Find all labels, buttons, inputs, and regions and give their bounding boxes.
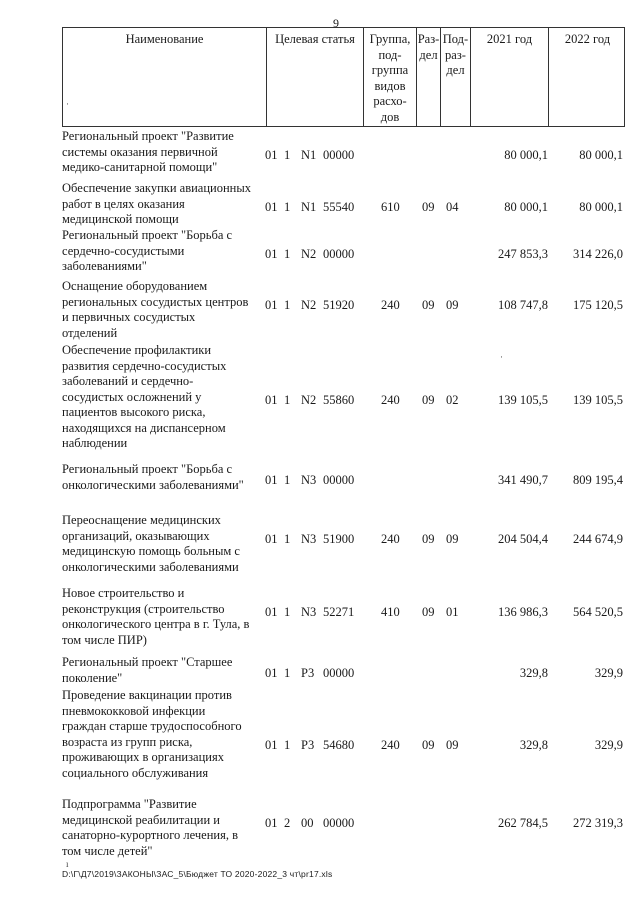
cell-y2022: 80 000,1 — [579, 199, 623, 214]
cell-y2021: 329,8 — [519, 665, 548, 680]
cell-y2021: 329,8 — [519, 737, 548, 752]
header-year-2022: 2022 год — [548, 28, 626, 126]
cell-c1: 01 — [265, 392, 278, 407]
row-name-line: том числе ПИР) — [62, 632, 147, 647]
cell-subsection: 09 — [446, 531, 459, 546]
row-name — [62, 129, 257, 176]
row-name-line: пневмококковой инфекции — [62, 703, 206, 718]
cell-c2: 1 — [284, 737, 291, 752]
row-name-line: медико-санитарной помощи" — [62, 160, 218, 174]
cell-y2022: 564 520,5 — [573, 604, 623, 619]
table-row — [62, 343, 625, 452]
header-group: Группа, под- группа видов расхо- дов — [363, 28, 416, 126]
cell-c3: N1 — [301, 199, 317, 214]
cell-c2: 2 — [284, 815, 291, 830]
cell-subsection: 04 — [446, 199, 459, 214]
cell-c2: 1 — [284, 147, 291, 162]
cell-c1: 01 — [265, 297, 278, 312]
cell-subsection: 01 — [446, 604, 459, 619]
cell-c3: N3 — [301, 604, 317, 619]
cell-y2022: 139 105,5 — [573, 392, 623, 407]
cell-c4: 00000 — [323, 246, 355, 261]
table-row — [62, 513, 625, 575]
cell-section: 09 — [422, 531, 435, 546]
cell-y2021: 80 000,1 — [504, 147, 548, 162]
header-target-article: Целевая статья — [266, 28, 363, 126]
cell-c4: 55540 — [323, 199, 355, 214]
cell-y2022: 809 195,4 — [573, 472, 623, 487]
cell-c4: 00000 — [323, 472, 355, 487]
cell-y2021: 80 000,1 — [504, 199, 548, 214]
page-number: 9 — [333, 16, 339, 30]
cell-c1: 01 — [265, 472, 278, 487]
row-name-line: пациентов высокого риска, — [62, 405, 206, 419]
cell-y2022: 244 674,9 — [573, 531, 623, 546]
cell-c4: 51920 — [323, 297, 355, 312]
cell-c2: 1 — [284, 246, 291, 261]
cell-c3: N3 — [301, 472, 317, 487]
cell-group: 410 — [381, 604, 400, 619]
cell-c3: 00 — [301, 815, 314, 830]
row-name — [62, 462, 257, 493]
cell-section: 09 — [422, 199, 435, 214]
row-name-line: реконструкция (строительство — [62, 601, 225, 616]
cell-group: 240 — [381, 297, 400, 312]
row-name-line: сердечно-сосудистыми — [62, 243, 185, 258]
cell-subsection: 09 — [446, 297, 459, 312]
row-name-line: медицинскую помощь больным с — [62, 544, 240, 558]
row-name-line: находящихся на диспансерном — [62, 420, 226, 435]
cell-c1: 01 — [265, 199, 278, 214]
cell-y2021: 108 747,8 — [498, 297, 548, 312]
row-name-line: медицинской помощи — [62, 212, 179, 226]
row-name — [62, 655, 257, 686]
header-section: Раз- дел — [416, 28, 440, 126]
cell-c2: 1 — [284, 199, 291, 214]
cell-group: 240 — [381, 737, 400, 752]
row-name-line: Региональный проект "Борьба с — [62, 462, 233, 476]
cell-subsection: 09 — [446, 737, 459, 752]
row-name-line: заболеваниями" — [62, 259, 147, 273]
cell-c1: 01 — [265, 147, 278, 162]
cell-c4: 55860 — [323, 392, 355, 407]
cell-c1: 01 — [265, 737, 278, 752]
row-name — [62, 586, 257, 648]
row-name-line: работ в целях оказания — [62, 196, 185, 211]
cell-c4: 52271 — [323, 604, 355, 619]
table-header — [62, 27, 625, 127]
row-name-line: Подпрограмма "Развитие — [62, 797, 197, 811]
row-name — [62, 228, 257, 275]
header-subsection: Под- раз- дел — [440, 28, 470, 126]
scan-mark: · — [500, 352, 503, 362]
row-name-line: системы оказания первичной — [62, 144, 218, 159]
row-name-line: онкологического центра в г. Тула, в — [62, 617, 250, 631]
cell-y2021: 136 986,3 — [498, 604, 548, 619]
cell-c4: 00000 — [323, 665, 355, 680]
header-name: Наименование — [125, 32, 204, 46]
row-name — [62, 513, 257, 575]
table-row — [62, 279, 625, 341]
table-row — [62, 181, 625, 228]
row-name-line: наблюдении — [62, 436, 128, 450]
table-row — [62, 228, 625, 275]
row-name-line: Региональный проект "Старшее — [62, 655, 233, 669]
scan-mark: ı — [66, 859, 69, 869]
table-row — [62, 129, 625, 176]
cell-c3: N2 — [301, 297, 317, 312]
table-row — [62, 462, 625, 493]
cell-section: 09 — [422, 392, 435, 407]
row-name-line: Обеспечение закупки авиационных — [62, 181, 251, 195]
cell-c2: 1 — [284, 472, 291, 487]
row-name-line: проживающих в организациях — [62, 750, 224, 764]
row-name — [62, 181, 257, 228]
cell-c2: 1 — [284, 297, 291, 312]
cell-c1: 01 — [265, 815, 278, 830]
row-name-line: социального обслуживания — [62, 765, 209, 780]
row-name-line: Переоснащение медицинских — [62, 513, 221, 527]
cell-c2: 1 — [284, 665, 291, 680]
cell-c4: 00000 — [323, 147, 355, 162]
row-name-line: организаций, оказывающих — [62, 528, 210, 543]
table-row — [62, 655, 625, 686]
cell-c1: 01 — [265, 531, 278, 546]
row-name-line: возраста из групп риска, — [62, 734, 193, 749]
table-row — [62, 586, 625, 648]
cell-group: 240 — [381, 531, 400, 546]
cell-c4: 54680 — [323, 737, 355, 752]
cell-y2022: 329,9 — [594, 737, 623, 752]
row-name-line: сосудистых осложнений у — [62, 389, 202, 404]
header-year-2021: 2021 год — [470, 28, 548, 126]
row-name-line: Региональный проект "Борьба с — [62, 228, 233, 242]
cell-c3: N3 — [301, 531, 317, 546]
cell-c2: 1 — [284, 604, 291, 619]
cell-y2021: 204 504,4 — [498, 531, 548, 546]
cell-y2021: 247 853,3 — [498, 246, 548, 261]
table-row — [62, 797, 625, 859]
cell-y2022: 80 000,1 — [579, 147, 623, 162]
cell-c4: 00000 — [323, 815, 355, 830]
row-name-line: онкологическими заболеваниями" — [62, 477, 244, 492]
row-name-line: региональных сосудистых центров — [62, 294, 249, 309]
cell-y2022: 329,9 — [594, 665, 623, 680]
row-name-line: том числе детей" — [62, 843, 153, 858]
cell-y2022: 272 319,3 — [573, 815, 623, 830]
cell-c3: N2 — [301, 246, 317, 261]
file-path-footer: D:\Г\Д7\2019\ЗАКОНЫ\ЗАС_5\Бюджет ТО 2020-2022_3 чт\pr17.xls — [62, 869, 333, 879]
row-name-line: Оснащение оборудованием — [62, 279, 208, 293]
row-name-line: граждан старше трудоспособного — [62, 719, 242, 733]
row-name-line: заболеваний и сердечно- — [62, 374, 194, 388]
row-name-line: Обеспечение профилактики — [62, 343, 212, 357]
cell-c3: P3 — [301, 665, 315, 680]
cell-c1: 01 — [265, 246, 278, 261]
row-name-line: онкологическими заболеваниями — [62, 559, 239, 574]
cell-c3: P3 — [301, 737, 315, 752]
table-row — [62, 688, 625, 781]
cell-section: 09 — [422, 604, 435, 619]
cell-c3: N2 — [301, 392, 317, 407]
row-name-line: медицинской реабилитации и — [62, 812, 220, 827]
cell-c1: 01 — [265, 665, 278, 680]
row-name-line: развития сердечно-сосудистых — [62, 358, 227, 373]
cell-c2: 1 — [284, 392, 291, 407]
row-name-line: поколение" — [62, 670, 123, 685]
cell-y2022: 175 120,5 — [573, 297, 623, 312]
row-name-line: Новое строительство и — [62, 586, 185, 600]
scan-mark: · — [66, 99, 69, 109]
row-name-line: и первичных сосудистых — [62, 310, 196, 324]
cell-section: 09 — [422, 737, 435, 752]
row-name — [62, 797, 257, 859]
cell-y2021: 139 105,5 — [498, 392, 548, 407]
row-name-line: отделений — [62, 325, 118, 340]
row-name — [62, 279, 257, 341]
row-name-line: Проведение вакцинации против — [62, 688, 232, 702]
cell-c2: 1 — [284, 531, 291, 546]
cell-c3: N1 — [301, 147, 317, 162]
row-name-line: Региональный проект "Развитие — [62, 129, 234, 143]
cell-group: 240 — [381, 392, 400, 407]
cell-subsection: 02 — [446, 392, 459, 407]
cell-y2021: 341 490,7 — [498, 472, 548, 487]
row-name — [62, 343, 257, 452]
cell-c1: 01 — [265, 604, 278, 619]
cell-c4: 51900 — [323, 531, 355, 546]
row-name-line: санаторно-курортного лечения, в — [62, 828, 238, 842]
cell-section: 09 — [422, 297, 435, 312]
cell-y2021: 262 784,5 — [498, 815, 548, 830]
cell-group: 610 — [381, 199, 400, 214]
cell-y2022: 314 226,0 — [573, 246, 623, 261]
row-name — [62, 688, 257, 781]
